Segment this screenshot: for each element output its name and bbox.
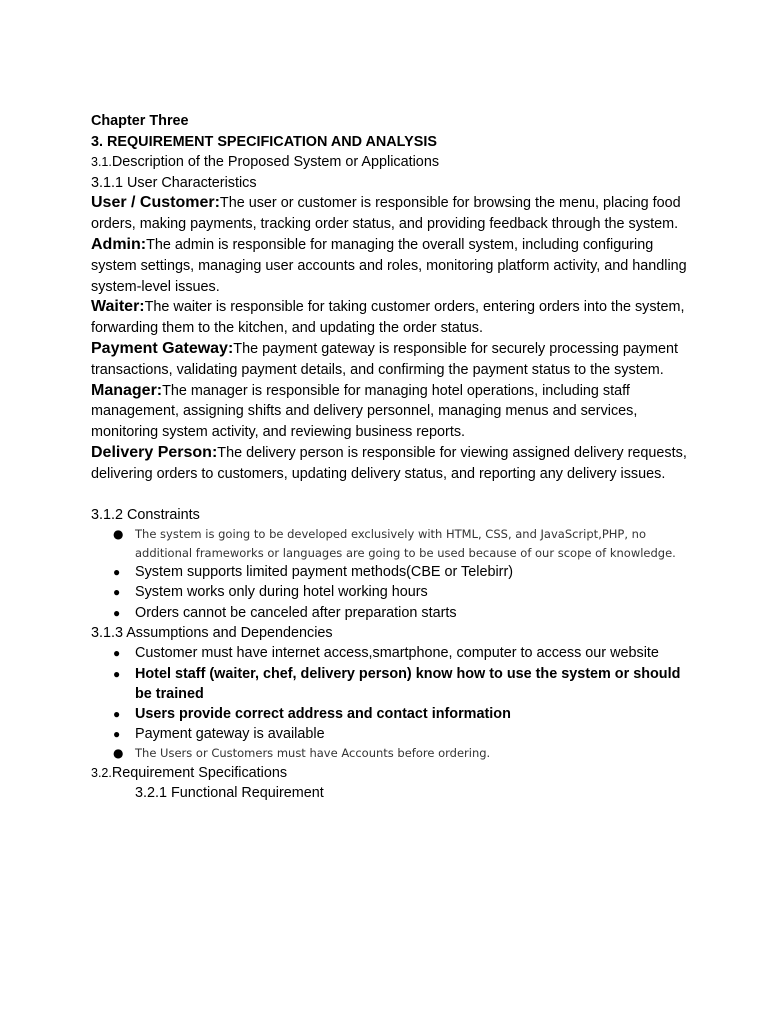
chapter-heading: 3. REQUIREMENT SPECIFICATION AND ANALYSIS xyxy=(91,133,437,150)
assumptions-heading: 3.1.3 Assumptions and Dependencies xyxy=(91,624,333,641)
bullet-icon: ● xyxy=(113,666,121,681)
bullet-icon: ● xyxy=(113,727,121,742)
role-description: The admin is responsible for managing the overall system, including configuring system settings, managing user accounts and roles, monitoring platform activity, and handling system-level issues. xyxy=(91,236,687,295)
section-3-2-title: Requirement Specifications xyxy=(111,764,288,781)
list-item xyxy=(91,525,691,562)
role-paragraph xyxy=(91,339,691,381)
list-item xyxy=(91,724,691,744)
list-item-text: Hotel staff (waiter, chef, delivery person) know how to use the system or should be trained xyxy=(135,665,681,702)
section-3-2-1-heading: 3.2.1 Functional Requirement xyxy=(135,785,324,802)
role-name: Manager: xyxy=(91,381,163,399)
constraints-list xyxy=(91,525,691,623)
assumptions-list xyxy=(91,643,691,763)
role-paragraph xyxy=(91,235,691,297)
role-name: Admin: xyxy=(91,235,147,253)
chapter-title: Chapter Three xyxy=(91,113,189,129)
spacer xyxy=(91,485,691,505)
role-description: The delivery person is responsible for viewing assigned delivery requests, delivering orders to customers, updating delivery status, and reporting any delivery issues. xyxy=(91,444,687,482)
bullet-icon: ● xyxy=(113,605,121,620)
section-3-2-number: 3.2. xyxy=(91,765,112,780)
list-item xyxy=(91,643,691,663)
role-paragraph xyxy=(91,193,691,235)
role-description: The waiter is responsible for taking customer orders, entering orders into the system, forwarding them to the kitchen, and updating the order status. xyxy=(91,299,685,337)
list-item-text: The system is going to be developed exclusively with HTML, CSS, and JavaScript,PHP, no additional frameworks or languages are going to be used because of our scope of knowledge. xyxy=(135,527,676,560)
section-3-2-heading xyxy=(91,763,691,784)
bullet-icon: ● xyxy=(113,585,121,600)
list-item-text: Customer must have internet access,smartphone, computer to access our website xyxy=(135,645,659,662)
list-item xyxy=(91,664,691,704)
bullet-icon: ● xyxy=(113,746,124,761)
list-item xyxy=(91,562,691,582)
section-3-1-1-heading: 3.1.1 User Characteristics xyxy=(91,174,257,191)
list-item xyxy=(91,582,691,602)
role-name: Delivery Person: xyxy=(91,443,218,461)
role-description: The user or customer is responsible for browsing the menu, placing food orders, making payments, tracking order status, and providing feedback through the system. xyxy=(91,195,681,233)
list-item xyxy=(91,744,691,763)
bullet-icon: ● xyxy=(113,565,121,580)
role-description: The manager is responsible for managing hotel operations, including staff management, assigning shifts and delivery personnel, managing menus and services, monitoring system activity, and reviewing business reports. xyxy=(91,382,638,441)
role-name: User / Customer: xyxy=(91,194,220,212)
list-item-text: The Users or Customers must have Accounts before ordering. xyxy=(135,746,491,761)
role-name: Waiter: xyxy=(91,298,145,316)
list-item-text: Payment gateway is available xyxy=(135,726,325,743)
list-item-text: System works only during hotel working hours xyxy=(135,584,428,601)
bullet-icon: ● xyxy=(113,527,124,542)
role-paragraph xyxy=(91,443,691,485)
list-item xyxy=(91,704,691,724)
role-description: The payment gateway is responsible for securely processing payment transactions, validating payment details, and confirming the payment status to the system. xyxy=(91,340,679,378)
document-body xyxy=(91,111,691,804)
section-3-1-number: 3.1. xyxy=(91,155,112,170)
section-3-1-title: Description of the Proposed System or Applications xyxy=(111,154,440,171)
list-item-text: System supports limited payment methods(CBE or Telebirr) xyxy=(135,564,514,581)
list-item-text: Users provide correct address and contact information xyxy=(135,705,511,722)
role-name: Payment Gateway: xyxy=(91,339,234,357)
bullet-icon: ● xyxy=(113,646,121,661)
list-item-text: Orders cannot be canceled after preparation starts xyxy=(135,604,457,621)
constraints-heading: 3.1.2 Constraints xyxy=(91,506,200,523)
role-paragraph xyxy=(91,381,691,443)
list-item xyxy=(91,603,691,623)
bullet-icon: ● xyxy=(113,706,121,721)
section-3-1-heading xyxy=(91,152,691,173)
role-paragraph xyxy=(91,297,691,339)
